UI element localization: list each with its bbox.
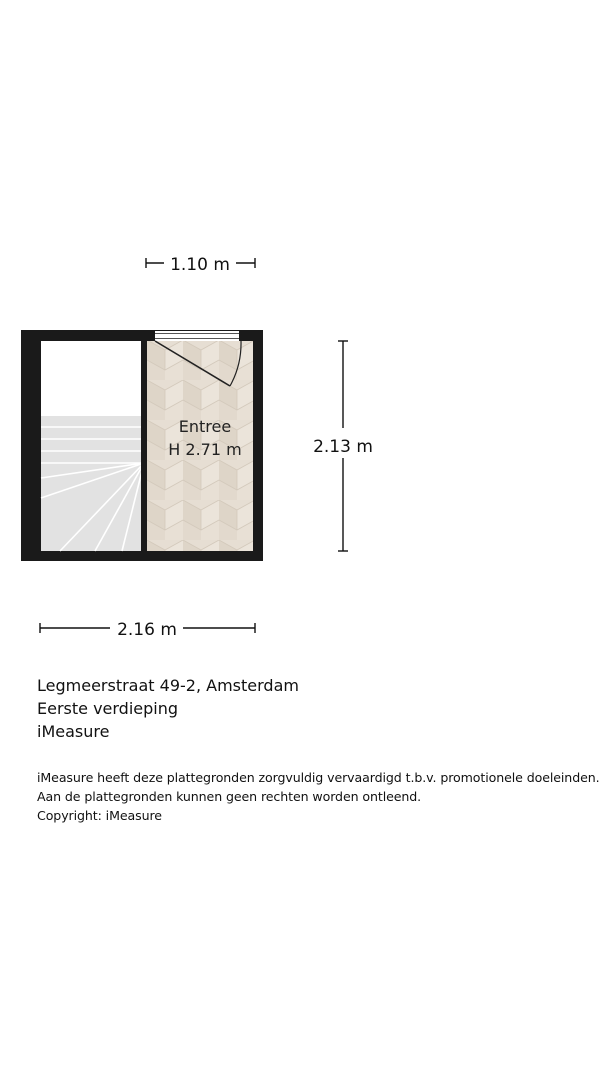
company-name: iMeasure [37, 722, 110, 741]
room-name: Entree [178, 417, 232, 436]
disclaimer-line-1: iMeasure heeft deze plattegronden zorgvuldig vervaardigd t.b.v. promotionele doeleinden. [37, 770, 600, 785]
dimension-bottom [40, 620, 255, 640]
dimension-bottom-label: 2.16 m [117, 620, 177, 640]
property-info [37, 674, 299, 743]
dimension-right-label: 2.13 m [313, 437, 373, 457]
disclaimer-line-2: Aan de plattegronden kunnen geen rechten worden ontleend. [37, 789, 422, 804]
dimension-right [313, 341, 373, 551]
room-height: H 2.71 m [168, 440, 242, 459]
inner-wall [141, 341, 147, 551]
disclaimer-line-3: Copyright: iMeasure [37, 808, 162, 823]
void-area [41, 341, 141, 416]
staircase [41, 416, 144, 551]
floor-name: Eerste verdieping [37, 699, 179, 718]
dimension-top-label: 1.10 m [170, 255, 230, 275]
dimension-top [146, 255, 255, 275]
disclaimer [37, 768, 600, 825]
address: Legmeerstraat 49-2, Amsterdam [37, 676, 299, 695]
